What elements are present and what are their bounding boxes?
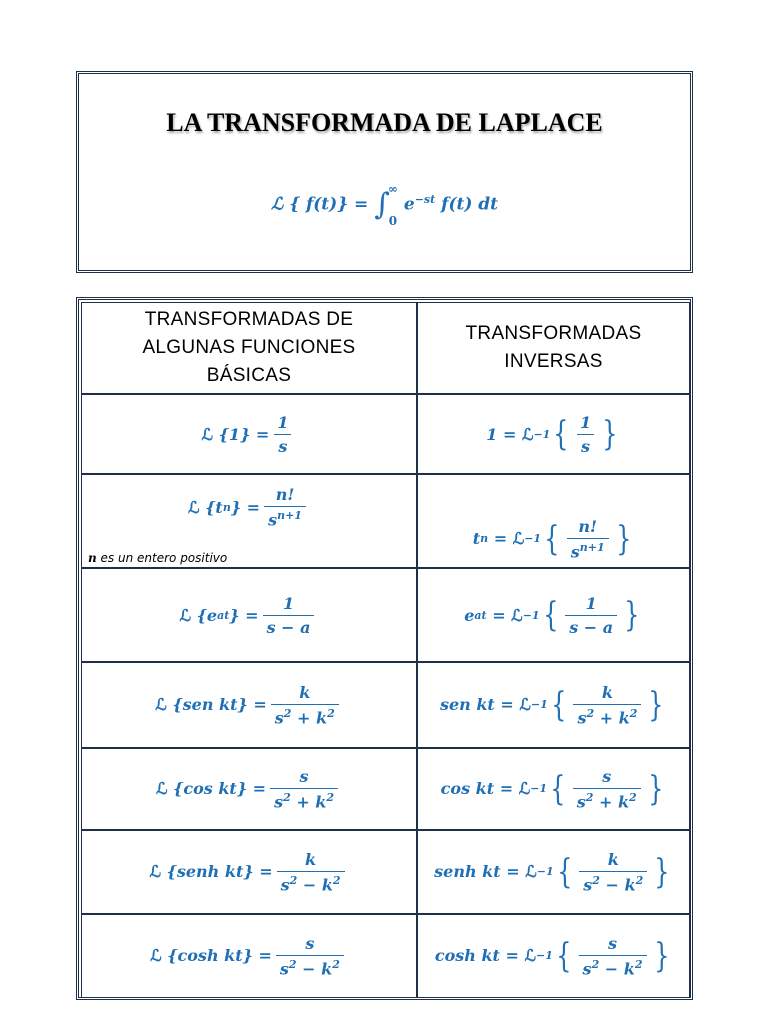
left-brace: { <box>550 768 566 809</box>
numerator: 1 <box>282 593 295 613</box>
equals-sign: = <box>500 695 514 715</box>
inverse-cell <box>417 748 690 830</box>
equals-sign: = <box>255 424 270 444</box>
title-box <box>76 71 693 273</box>
den-rest: + k <box>593 792 630 812</box>
den-exponent: 2 <box>592 873 600 887</box>
inverse-exponent: −1 <box>522 608 540 622</box>
function: cosh kt <box>434 946 500 966</box>
laplace-symbol: ℒ <box>150 946 162 966</box>
denominator <box>276 955 344 978</box>
den-rest-exponent: 2 <box>332 873 341 887</box>
inverse-cell <box>417 568 690 662</box>
den-rest: − k <box>296 959 333 979</box>
fraction <box>565 594 617 637</box>
function: cos kt <box>440 779 495 799</box>
right-brace: } <box>624 595 640 635</box>
header-left-cell <box>81 302 417 394</box>
den-exponent: n+1 <box>579 540 605 554</box>
den-exponent: n+1 <box>277 509 302 522</box>
transform-cell <box>81 662 417 748</box>
laplace-symbol: ℒ <box>511 605 523 625</box>
laplace-symbol: ℒ <box>188 497 200 517</box>
den-exponent: 2 <box>585 790 594 804</box>
inverse-formula <box>486 413 621 456</box>
denominator <box>567 538 609 561</box>
transform-formula: ℒ { sen kt } = $\frac{k}{s^2 + k^2}$ <box>155 683 343 727</box>
den-rest: − k <box>599 875 636 895</box>
numerator: 1 <box>277 412 289 432</box>
denominator <box>573 788 641 811</box>
inverse-formula <box>440 683 667 727</box>
function: t <box>472 529 481 549</box>
den-rest-exponent: 2 <box>327 706 335 720</box>
den-rest-exponent: 2 <box>332 957 340 971</box>
header-right-cell <box>417 302 690 394</box>
denominator <box>271 704 339 727</box>
inverse-exponent: −1 <box>533 427 551 441</box>
upper-limit: ∞ <box>387 182 398 196</box>
transform-cell <box>81 474 417 568</box>
fraction <box>579 850 647 894</box>
den-rest: + k <box>594 708 630 728</box>
integrand-rest: f(t) dt <box>441 194 499 215</box>
den-rest-exponent: 2 <box>629 706 638 720</box>
laplace-symbol: ℒ <box>525 862 537 882</box>
function: cos kt <box>183 779 237 799</box>
denominator <box>577 434 594 456</box>
inverse-cell <box>417 394 690 474</box>
equals-sign: = <box>499 779 514 799</box>
transform-cell <box>81 914 417 998</box>
page-title: LA TRANSFORMADA DE LAPLACE <box>166 108 603 137</box>
header-right: TRANSFORMADAS INVERSAS <box>465 323 642 372</box>
numerator: n! <box>578 516 597 536</box>
right-brace: } <box>653 935 669 976</box>
lower-limit: 0 <box>388 214 398 228</box>
transform-formula: ℒ { 1 } = $\frac{1}{s}$ <box>202 413 297 456</box>
denominator <box>579 955 647 978</box>
inverse-formula <box>434 850 673 894</box>
equals-sign: = <box>493 529 508 549</box>
function-exponent: at <box>474 608 487 622</box>
left-brace: { <box>556 851 573 892</box>
denominator <box>565 615 617 637</box>
denominator <box>274 434 291 456</box>
den-rest-exponent: 2 <box>326 790 335 804</box>
equals-sign: = <box>246 497 261 517</box>
den-base: s <box>570 542 580 561</box>
den-exponent: 2 <box>586 706 595 720</box>
laplace-symbol: ℒ <box>524 946 537 966</box>
inverse-formula <box>441 767 667 811</box>
numerator: k <box>305 849 317 869</box>
header-left: TRANSFORMADAS DE ALGUNAS FUNCIONES BÁSICAS <box>142 309 356 386</box>
den-rest: − k <box>599 959 635 979</box>
laplace-symbol: ℒ <box>201 424 214 444</box>
inverse-exponent: −1 <box>524 532 542 546</box>
den-base: s <box>274 792 284 812</box>
denominator <box>573 704 641 727</box>
laplace-symbol: ℒ <box>155 779 168 799</box>
function: senh kt <box>434 862 501 882</box>
equals-sign: = <box>259 862 273 882</box>
numerator: s <box>299 766 309 786</box>
integral-sign: ∫ <box>374 186 390 222</box>
equals-sign: = <box>505 946 519 966</box>
right-brace: } <box>648 684 664 725</box>
function: 1 <box>486 424 498 444</box>
den-exponent: 2 <box>289 873 298 887</box>
den-base: s <box>279 959 289 979</box>
den-exponent: 2 <box>283 706 292 720</box>
den-base: s <box>280 875 290 895</box>
laplace-symbol: ℒ <box>518 779 531 799</box>
den-base: s <box>582 959 592 979</box>
equals-sign: = <box>492 605 506 625</box>
function: e <box>464 605 475 625</box>
function: t <box>215 497 223 517</box>
laplace-symbol: ℒ <box>512 529 525 549</box>
laplace-symbol: ℒ <box>149 862 161 882</box>
transform-cell <box>81 568 417 662</box>
integrand: e <box>403 194 415 215</box>
inverse-cell <box>417 914 690 998</box>
fraction <box>576 413 595 456</box>
fraction <box>270 767 338 811</box>
den-rest-exponent: 2 <box>634 957 643 971</box>
fraction <box>271 683 339 727</box>
note-variable: n <box>88 551 97 565</box>
right-brace: } <box>647 768 664 809</box>
inverse-exponent: −1 <box>530 782 548 796</box>
den-base: s <box>576 792 586 812</box>
den-base: s <box>583 875 593 895</box>
fraction <box>273 413 292 456</box>
inverse-exponent: −1 <box>536 949 553 963</box>
function: cosh kt <box>177 946 243 966</box>
integrand-exponent: −st <box>414 192 436 206</box>
laplace-definition <box>79 182 690 228</box>
laplace-symbol: ℒ <box>519 695 531 715</box>
den-rest-exponent: 2 <box>629 790 637 804</box>
den-base: s <box>278 436 288 456</box>
inverse-cell <box>417 474 690 568</box>
den-base: s − a <box>569 617 614 637</box>
note <box>88 551 227 565</box>
numerator: s <box>608 933 618 953</box>
fraction <box>573 683 641 727</box>
left-brace: { <box>544 518 560 559</box>
equals-sign: = <box>502 424 517 444</box>
left-brace: { <box>542 595 558 635</box>
right-brace: } <box>654 851 670 892</box>
laplace-symbol: ℒ <box>521 424 534 444</box>
transform-cell <box>81 830 417 914</box>
transform-cell <box>81 748 417 830</box>
den-exponent: 2 <box>591 957 600 971</box>
denominator <box>264 506 306 529</box>
transform-formula: ℒ { e at } = $\frac{1}{s - a}$ <box>180 594 319 637</box>
laplace-symbol: ℒ <box>155 695 167 715</box>
fraction <box>567 517 609 561</box>
fraction <box>277 850 345 894</box>
function: 1 <box>228 424 241 444</box>
transform-formula: ℒ { t n } = $\frac{n!}{s^{n+1}}$ <box>188 485 310 529</box>
den-rest: + k <box>291 708 328 728</box>
den-exponent: 2 <box>283 790 291 804</box>
numerator: k <box>607 849 619 869</box>
transform-formula: ℒ { cos kt } = $\frac{s}{s^2 + k^2}$ <box>156 767 342 811</box>
right-brace: } <box>602 414 618 454</box>
note-text: es un entero positivo <box>96 551 228 565</box>
fraction <box>264 485 306 529</box>
inverse-formula <box>464 594 643 637</box>
numerator: s <box>602 766 612 786</box>
left-brace: { <box>553 414 569 454</box>
equals-sign: = <box>506 862 520 882</box>
den-rest: + k <box>290 792 327 812</box>
function-exponent: at <box>217 608 230 622</box>
function-exponent: n <box>222 500 231 514</box>
equals-sign: = <box>245 605 259 625</box>
numerator: k <box>601 682 613 702</box>
laplace-symbol: ℒ <box>179 605 192 625</box>
transform-formula: ℒ { cosh kt } = $\frac{s}{s^2 - k^2}$ <box>150 934 348 978</box>
equals-sign: = <box>252 779 267 799</box>
den-base: s <box>581 436 591 456</box>
left-brace: { <box>556 935 572 976</box>
function: e <box>206 605 218 625</box>
inverse-formula <box>473 517 635 561</box>
numerator: 1 <box>585 593 597 613</box>
den-rest-exponent: 2 <box>635 873 644 887</box>
right-brace: } <box>615 518 632 559</box>
transform-formula: ℒ { senh kt } = $\frac{k}{s^2 - k^2}$ <box>149 850 348 894</box>
denominator <box>277 871 345 894</box>
inverse-cell <box>417 830 690 914</box>
denominator <box>270 788 338 811</box>
numerator: n! <box>275 485 295 504</box>
den-rest: − k <box>297 875 333 895</box>
equals-sign: = <box>258 946 272 966</box>
den-base: s − a <box>266 617 311 637</box>
inverse-cell <box>417 662 690 748</box>
transform-cell <box>81 394 417 474</box>
fraction <box>276 934 344 978</box>
den-base: s <box>268 510 278 530</box>
left-brace: { <box>551 684 567 725</box>
function: senh kt <box>176 862 244 882</box>
inverse-exponent: −1 <box>536 865 554 879</box>
den-base: s <box>274 708 284 728</box>
denominator <box>263 615 315 637</box>
fraction <box>263 594 315 637</box>
den-base: s <box>577 708 587 728</box>
numerator: k <box>299 682 311 702</box>
denominator <box>579 871 647 894</box>
numerator: s <box>305 933 315 953</box>
definition-lhs: ℒ { f(t)} = <box>270 194 369 215</box>
equals-sign: = <box>253 695 267 715</box>
den-exponent: 2 <box>288 957 297 971</box>
transforms-table <box>76 297 693 1000</box>
function: sen kt <box>439 695 495 715</box>
fraction <box>579 934 647 978</box>
function-exponent: n <box>480 532 489 546</box>
inverse-exponent: −1 <box>530 698 548 712</box>
inverse-formula <box>435 934 672 978</box>
numerator: 1 <box>579 412 592 432</box>
fraction <box>573 767 641 811</box>
function: sen kt <box>182 695 238 715</box>
